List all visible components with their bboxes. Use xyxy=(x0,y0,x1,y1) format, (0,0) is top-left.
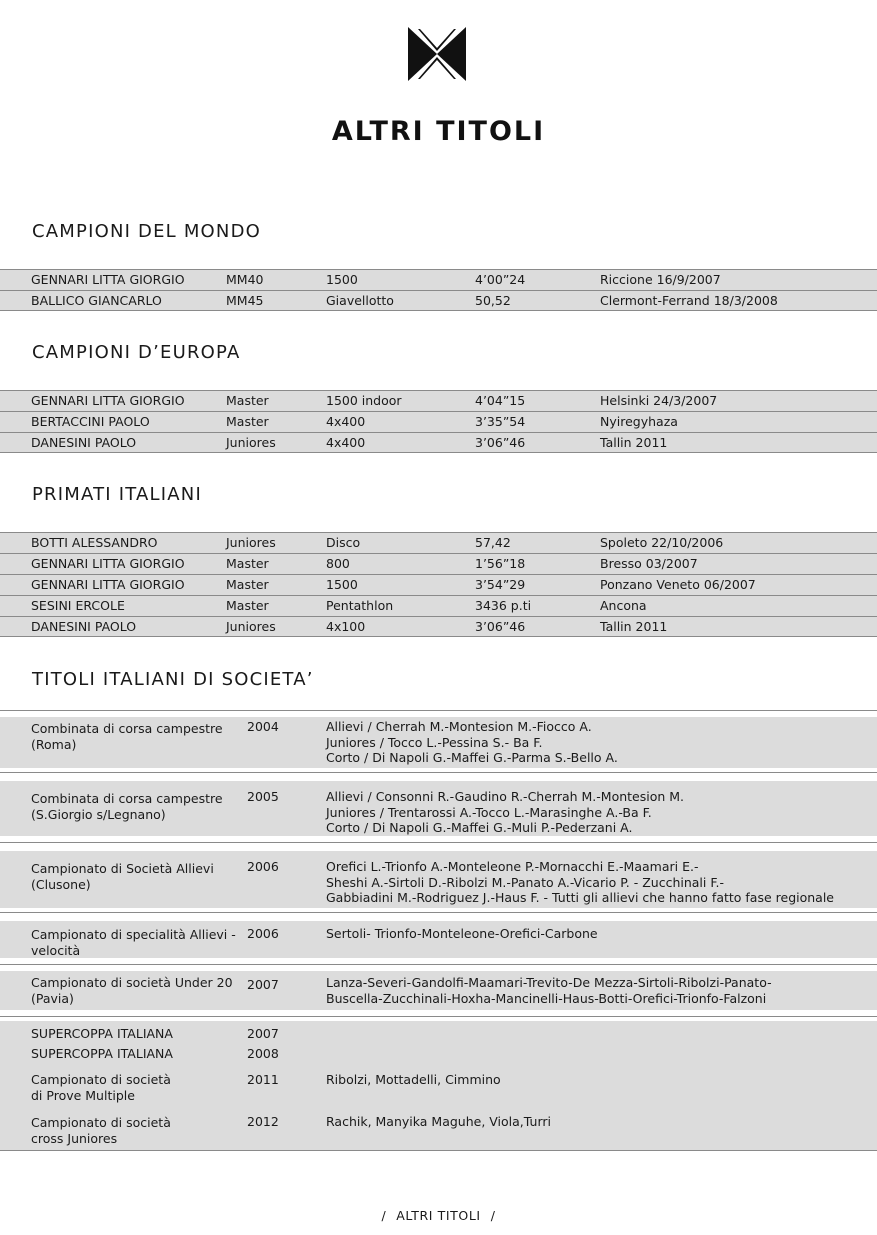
year: 2008 xyxy=(247,1046,279,1061)
category: Master xyxy=(226,414,269,429)
section-title-mondo: CAMPIONI DEL MONDO xyxy=(32,221,262,242)
place-date: Riccione 16/9/2007 xyxy=(600,272,721,287)
table-row xyxy=(0,390,877,411)
team-line: Gabbiadini M.-Rodriguez J.-Haus F. - Tutti gli allievi che hanno fatto fase regionale xyxy=(326,890,835,905)
table-row xyxy=(0,616,877,637)
table-row xyxy=(0,532,877,553)
table-europa xyxy=(0,390,877,453)
competition-name: Campionato di società cross Juniores xyxy=(31,1115,171,1146)
table-row xyxy=(0,411,877,432)
result: 3’35”54 xyxy=(475,414,526,429)
year: 2007 xyxy=(247,977,279,992)
athlete-name: GENNARI LITTA GIORGIO xyxy=(31,272,185,287)
athlete-name: GENNARI LITTA GIORGIO xyxy=(31,393,185,408)
athlete-name: DANESINI PAOLO xyxy=(31,435,137,450)
competition-name: Campionato di società di Prove Multiple xyxy=(31,1072,171,1103)
team-line: Allievi / Consonni R.-Gaudino R.-Cherrah M.-Montesion M. xyxy=(326,789,685,804)
team-line: Juniores / Trentarossi A.-Tocco L.-Marasinghe A.-Ba F. xyxy=(326,804,652,820)
table-mondo xyxy=(0,269,877,311)
athlete-name: SESINI ERCOLE xyxy=(31,598,125,613)
table-row xyxy=(0,432,877,453)
event: 1500 indoor xyxy=(326,393,402,408)
team-members xyxy=(326,789,866,836)
team-line: Orefici L.-Trionfo A.-Monteleone P.-Mornacchi E.-Maamari E.- xyxy=(326,859,699,874)
result: 4’04”15 xyxy=(475,393,526,408)
place-date: Tallin 2011 xyxy=(600,435,668,450)
team-title-block xyxy=(0,964,877,1010)
result: 1’56”18 xyxy=(475,556,526,571)
event: 800 xyxy=(326,556,350,571)
athlete-name: GENNARI LITTA GIORGIO xyxy=(31,556,185,571)
page-title: ALTRI TITOLI xyxy=(331,116,546,147)
section-title-europa: CAMPIONI D’EUROPA xyxy=(32,342,241,363)
result: 3436 p.ti xyxy=(475,598,532,613)
team-line: Juniores / Tocco L.-Pessina S.- Ba F. xyxy=(326,734,543,750)
event: 4x100 xyxy=(326,619,366,634)
event: Disco xyxy=(326,535,361,550)
team-title-block xyxy=(0,912,877,958)
bowtie-logo-icon xyxy=(408,27,466,81)
team-title-block-final xyxy=(0,1016,877,1150)
event: Giavellotto xyxy=(326,293,394,308)
category: Master xyxy=(226,577,269,592)
competition-name: Combinata di corsa campestre (S.Giorgio s/Legnano) xyxy=(31,791,223,822)
year: 2007 xyxy=(247,1026,279,1041)
category: Master xyxy=(226,393,269,408)
event: Pentathlon xyxy=(326,598,394,613)
team-title-block xyxy=(0,772,877,836)
year: 2006 xyxy=(247,859,279,874)
team-members xyxy=(326,975,866,1006)
page-footer xyxy=(0,1208,877,1223)
competition-name: Campionato di società Under 20 (Pavia) xyxy=(31,975,233,1006)
athlete-name: GENNARI LITTA GIORGIO xyxy=(31,577,185,592)
table-row xyxy=(0,553,877,574)
team-line: Sertoli- Trionfo-Monteleone-Orefici-Carbone xyxy=(326,926,598,941)
category: MM45 xyxy=(226,293,264,308)
place-date: Nyiregyhaza xyxy=(600,414,678,429)
team-line: Corto / Di Napoli G.-Maffei G.-Parma S.-Bello A. xyxy=(326,750,618,765)
team-line: Buscella-Zucchinali-Hoxha-Mancinelli-Haus-Botti-Orefici-Trionfo-Falzoni xyxy=(326,990,767,1006)
result: 4’00”24 xyxy=(475,272,526,287)
team-line: Allievi / Cherrah M.-Montesion M.-Fiocco A. xyxy=(326,719,592,734)
footer-label: ALTRI TITOLI xyxy=(396,1208,481,1223)
place-date: Ancona xyxy=(600,598,647,613)
athlete-name: BOTTI ALESSANDRO xyxy=(31,535,158,550)
team-members xyxy=(326,926,866,942)
result: 3’54”29 xyxy=(475,577,526,592)
event: 1500 xyxy=(326,272,358,287)
year: 2011 xyxy=(247,1072,279,1087)
event: 1500 xyxy=(326,577,358,592)
table-primati xyxy=(0,532,877,637)
result: 50,52 xyxy=(475,293,511,308)
competition-name: Campionato di specialità Allievi - velocità xyxy=(31,927,236,958)
result: 3’06”46 xyxy=(475,619,526,634)
competition-name: SUPERCOPPA ITALIANA xyxy=(31,1046,173,1061)
place-date: Spoleto 22/10/2006 xyxy=(600,535,724,550)
athlete-name: DANESINI PAOLO xyxy=(31,619,137,634)
year: 2006 xyxy=(247,926,279,941)
section-title-primati: PRIMATI ITALIANI xyxy=(32,484,202,505)
table-row xyxy=(0,574,877,595)
result: 3’06”46 xyxy=(475,435,526,450)
category: Juniores xyxy=(226,435,276,450)
place-date: Ponzano Veneto 06/2007 xyxy=(600,577,756,592)
team-members: Ribolzi, Mottadelli, Cimmino xyxy=(326,1072,501,1087)
place-date: Bresso 03/2007 xyxy=(600,556,698,571)
section-title-societa: TITOLI ITALIANI DI SOCIETA’ xyxy=(32,669,314,690)
category: Master xyxy=(226,556,269,571)
team-line: Corto / Di Napoli G.-Maffei G.-Muli P.-Pederzani A. xyxy=(326,820,633,835)
category: Juniores xyxy=(226,535,276,550)
team-title-block xyxy=(0,842,877,908)
competition-name: SUPERCOPPA ITALIANA xyxy=(31,1026,173,1041)
team-line: Sheshi A.-Sirtoli D.-Ribolzi M.-Panato A.-Vicario P. - Zucchinali F.- xyxy=(326,874,725,890)
table-row xyxy=(0,269,877,290)
result: 57,42 xyxy=(475,535,511,550)
event: 4x400 xyxy=(326,435,366,450)
team-members xyxy=(326,719,866,766)
competition-name: Combinata di corsa campestre (Roma) xyxy=(31,721,223,752)
event: 4x400 xyxy=(326,414,366,429)
table-row xyxy=(0,595,877,616)
footer-slash-right: / xyxy=(490,1208,496,1223)
team-line: Lanza-Severi-Gandolfi-Maamari-Trevito-De Mezza-Sirtoli-Ribolzi-Panato- xyxy=(326,975,772,990)
category: MM40 xyxy=(226,272,264,287)
footer-slash-left: / xyxy=(381,1208,387,1223)
team-members xyxy=(326,859,866,906)
year: 2012 xyxy=(247,1114,279,1129)
athlete-name: BERTACCINI PAOLO xyxy=(31,414,150,429)
table-row xyxy=(0,290,877,311)
table-bottom-rule xyxy=(0,1150,877,1151)
athlete-name: BALLICO GIANCARLO xyxy=(31,293,162,308)
year: 2004 xyxy=(247,719,279,734)
year: 2005 xyxy=(247,789,279,804)
competition-name: Campionato di Società Allievi (Clusone) xyxy=(31,861,214,892)
place-date: Helsinki 24/3/2007 xyxy=(600,393,718,408)
team-members: Rachik, Manyika Maguhe, Viola,Turri xyxy=(326,1114,551,1129)
team-title-block xyxy=(0,710,877,768)
place-date: Clermont-Ferrand 18/3/2008 xyxy=(600,293,778,308)
category: Juniores xyxy=(226,619,276,634)
place-date: Tallin 2011 xyxy=(600,619,668,634)
category: Master xyxy=(226,598,269,613)
